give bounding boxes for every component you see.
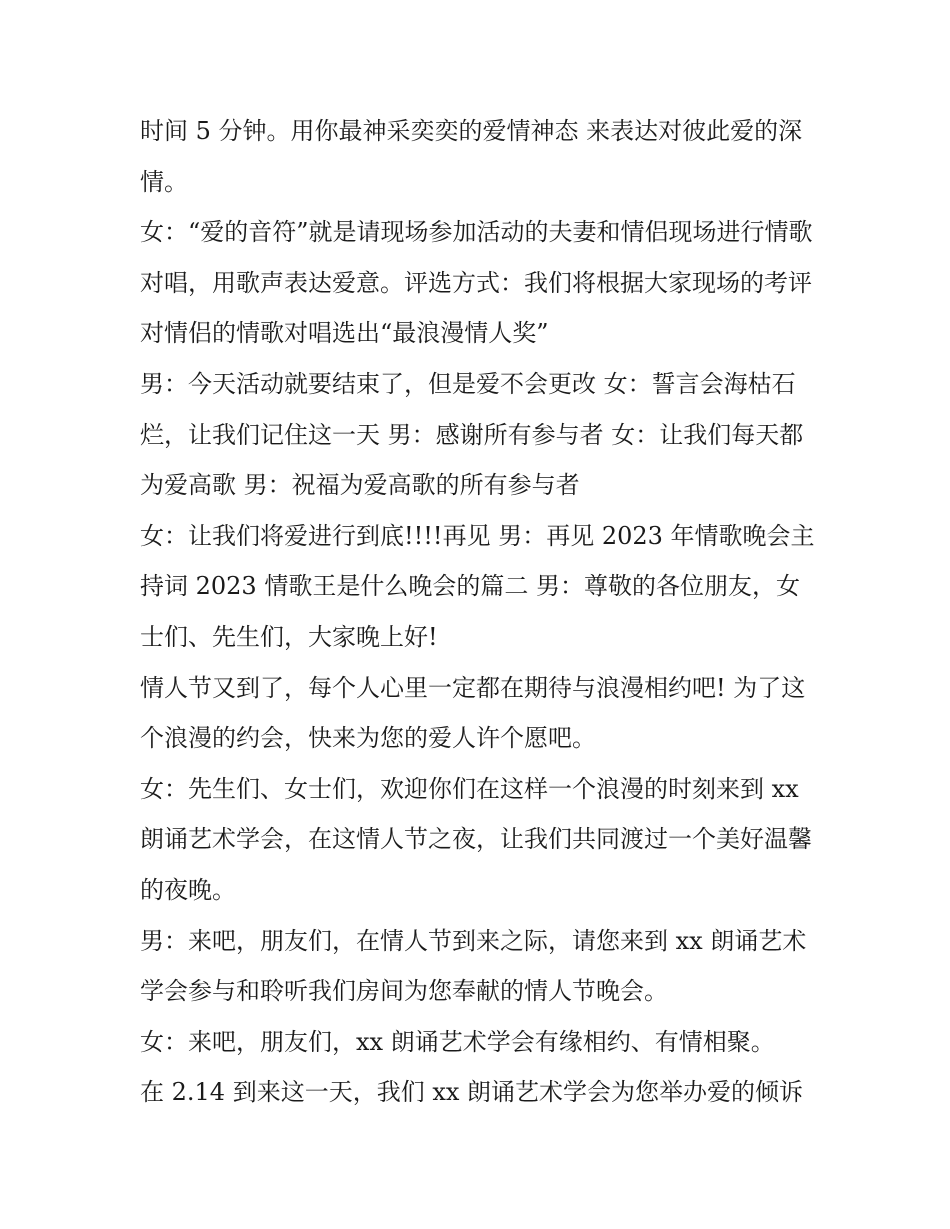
paragraph-9: 在 2.14 到来这一天，我们 xx 朗诵艺术学会为您举办爱的倾诉 <box>140 1078 804 1107</box>
paragraph-3: 男：今天活动就要结束了，但是爱不会更改 女：誓言会海枯石烂，让我们记住这一天 男：感谢所有参与者 女：让我们每天都为爱高歌 男：祝福为爱高歌的所有参与者 <box>140 369 804 500</box>
paragraph-6: 女：先生们、女士们，欢迎你们在这样一个浪漫的时刻来到 xx 朗诵艺术学会，在这情人节之夜，让我们共同渡过一个美好温馨的夜晚。 <box>140 774 812 904</box>
paragraph-1: 时间 5 分钟。用你最神采奕奕的爱情神态 来表达对彼此爱的深情。 <box>140 117 803 196</box>
paragraph-8: 女：来吧，朋友们，xx 朗诵艺术学会有缘相约、有情相聚。 <box>140 1027 775 1056</box>
paragraph-7: 男：来吧，朋友们，在情人节到来之际，请您来到 xx 朗诵艺术学会参与和聆听我们房间为您奉献的情人节晚会。 <box>140 926 807 1006</box>
document-body <box>140 106 820 1118</box>
paragraph-5: 情人节又到了，每个人心里一定都在期待与浪漫相约吧! 为了这个浪漫的约会，快来为您的爱人许个愿吧。 <box>140 673 806 753</box>
paragraph-4: 女：让我们将爱进行到底!!!!再见 男：再见 2023 年情歌晚会主持词 2023 情歌王是什么晚会的篇二 男：尊敬的各位朋友，女士们、先生们，大家晚上好! <box>140 521 815 651</box>
paragraph-2: 女：“爱的音符”就是请现场参加活动的夫妻和情侣现场进行情歌对唱，用歌声表达爱意。评选方式：我们将根据大家现场的考评对情侣的情歌对唱选出“最浪漫情人奖” <box>140 218 813 348</box>
